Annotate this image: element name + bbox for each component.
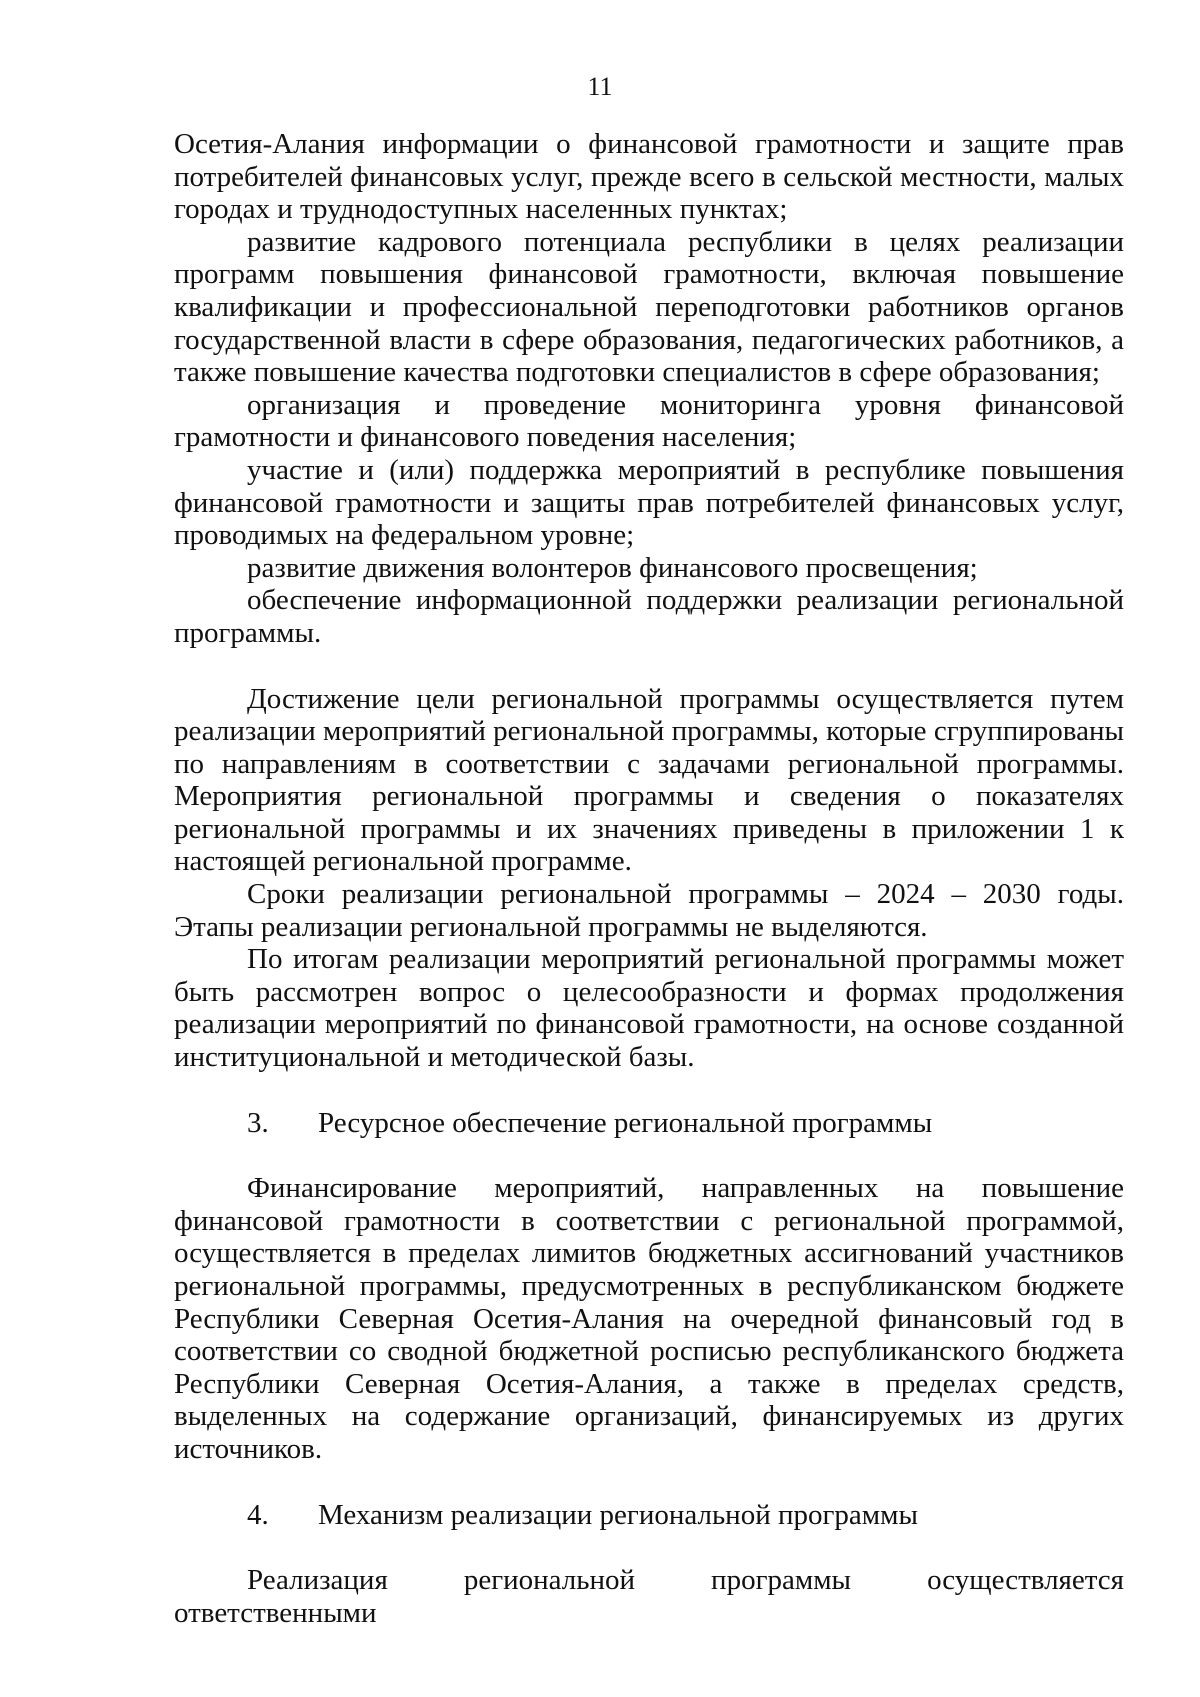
- section-title: Ресурсное обеспечение региональной программы: [318, 1106, 933, 1139]
- paragraph: развитие кадрового потенциала республики в целях реализации программ повышения финансовой грамотности, включая повышение квалификации и профессиональной переподготовки работников органов государственной власти в сфере образования, педагогических работников, а также повышение качества подготовки специалистов в сфере образования;: [174, 225, 1124, 389]
- paragraph-spacer: [174, 650, 1124, 683]
- paragraph-spacer: [174, 1139, 1124, 1172]
- paragraph: развитие движения волонтеров финансового просвещения;: [247, 551, 978, 584]
- paragraph: Финансирование мероприятий, направленных на повышение финансовой грамотности в соответствии с региональной программой, осуществляется в пределах лимитов бюджетных ассигнований участников региональной программы, предусмотренных в республиканском бюджете Республики Северная Осетия-Алания на очередной финансовый год в соответствии со сводной бюджетной росписью республиканского бюджета Республики Северная Осетия-Алания, а также в пределах средств, выделенных на содержание организаций, финансируемых из других источников.: [174, 1172, 1124, 1465]
- paragraph: организация и проведение мониторинга уровня финансовой грамотности и финансового поведения населения;: [174, 388, 1124, 454]
- paragraph: По итогам реализации мероприятий региональной программы может быть рассмотрен вопрос о целесообразности и формах продолжения реализации мероприятий по финансовой грамотности, на основе созданной институциональной и методической базы.: [174, 943, 1124, 1074]
- paragraph: Сроки реализации региональной программы – 2024 – 2030 годы. Этапы реализации региональной программы не выделяются.: [174, 878, 1124, 943]
- section-heading: [174, 1499, 1124, 1532]
- paragraph: участие и (или) поддержка мероприятий в республике повышения финансовой грамотности и защиты прав потребителей финансовых услуг, проводимых на федеральном уровне;: [174, 453, 1124, 552]
- paragraph: обеспечение информационной поддержки реализации региональной программы.: [174, 584, 1124, 649]
- section-number: 3.: [247, 1106, 269, 1139]
- paragraph-spacer: [174, 1466, 1124, 1499]
- paragraph: Достижение цели региональной программы осуществляется путем реализации мероприятий региональной программы, которые сгруппированы по направлениям в соответствии с задачами региональной программы. Мероприятия региональной программы и сведения о показателях региональной программы и их значениях приведены в приложении 1 к настоящей региональной программе.: [174, 682, 1124, 878]
- paragraph-spacer: [174, 1531, 1124, 1564]
- paragraph: Реализация региональной программы осуществляется ответственными: [174, 1564, 1124, 1629]
- section-heading: [174, 1107, 1124, 1140]
- page-body: [174, 128, 1124, 1629]
- paragraph: Осетия-Алания информации о финансовой грамотности и защите прав потребителей финансовых услуг, прежде всего в сельской местности, малых городах и труднодоступных населенных пунктах;: [174, 128, 1124, 226]
- paragraph-spacer: [174, 1074, 1124, 1107]
- section-title: Механизм реализации региональной программы: [318, 1498, 918, 1531]
- section-number: 4.: [247, 1498, 269, 1531]
- page-number: 11: [587, 72, 613, 101]
